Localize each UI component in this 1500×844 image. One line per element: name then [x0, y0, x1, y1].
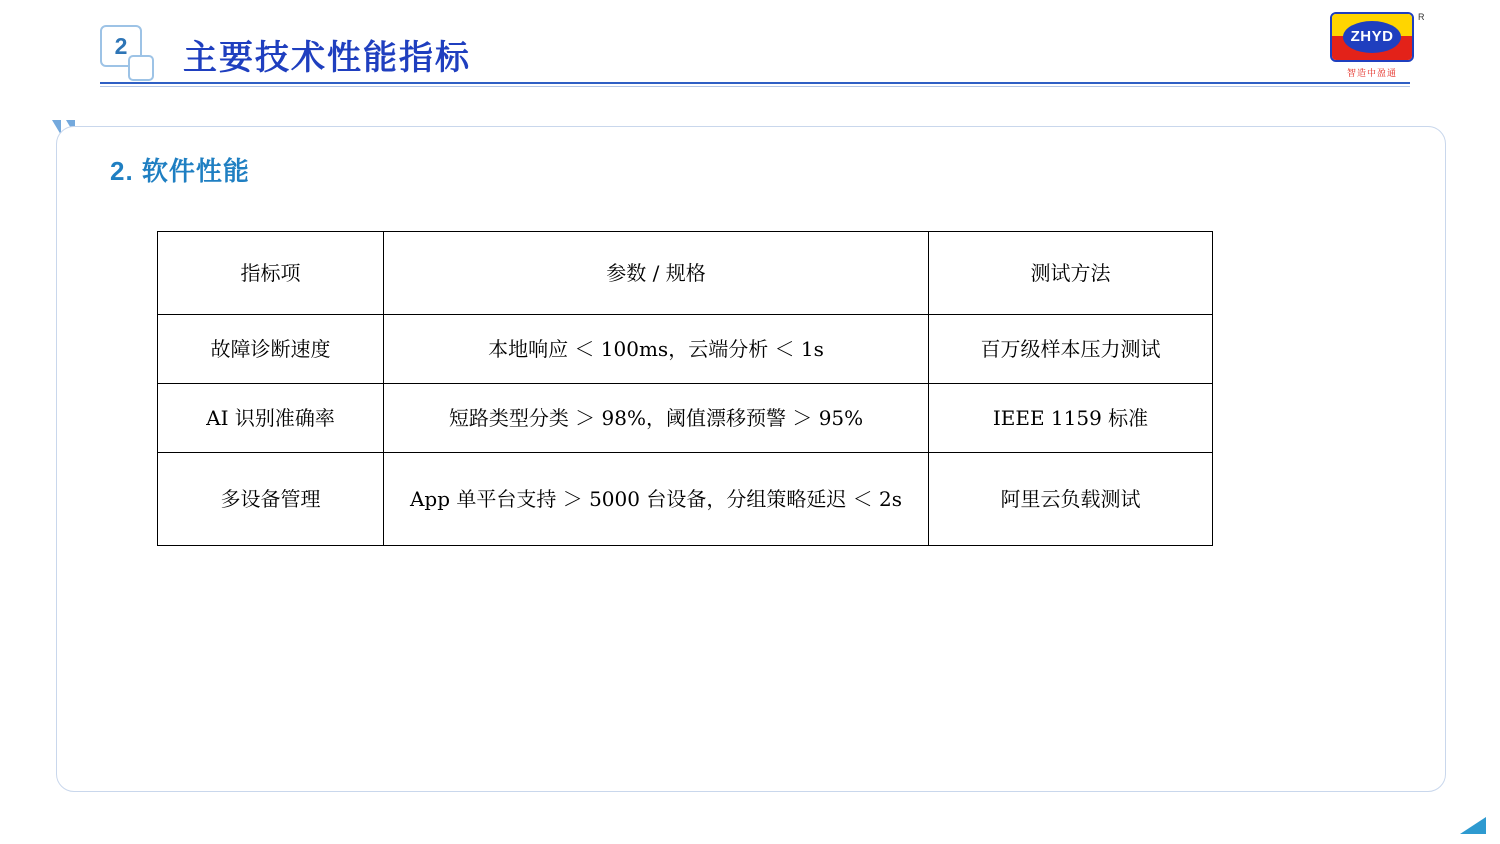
cell-param: App 单平台支持 ＞ 5000 台设备，分组策略延迟 ＜ 2s	[384, 453, 929, 546]
column-header-param: 参数 / 规格	[384, 232, 929, 315]
company-logo	[1330, 12, 1425, 82]
cell-item: 多设备管理	[158, 453, 384, 546]
logo-tagline: 智造中盈通	[1346, 68, 1397, 78]
cell-param: 短路类型分类 ＞ 98%，阈值漂移预警 ＞ 95%	[384, 384, 929, 453]
logo-brand-text: ZHYD	[1350, 28, 1394, 45]
cell-method: 阿里云负载测试	[929, 453, 1213, 546]
column-header-item: 指标项	[158, 232, 384, 315]
bottom-corner-accent-icon	[1460, 817, 1486, 834]
section-title: 2. 软件性能	[110, 156, 250, 186]
cell-param: 本地响应 ＜ 100ms，云端分析 ＜ 1s	[384, 315, 929, 384]
slide-header	[0, 0, 1500, 100]
cell-method: IEEE 1159 标准	[929, 384, 1213, 453]
table-row	[158, 384, 1213, 453]
header-badge-secondary-shape	[128, 55, 154, 81]
header-divider	[100, 82, 1410, 84]
specifications-table	[157, 231, 1213, 546]
header-divider-light	[100, 86, 1410, 87]
column-header-method: 测试方法	[929, 232, 1213, 315]
table-row	[158, 453, 1213, 546]
page-title: 主要技术性能指标	[183, 39, 471, 77]
cell-item: AI 识别准确率	[158, 384, 384, 453]
logo-frame	[1330, 12, 1414, 62]
table-header-row	[158, 232, 1213, 315]
header-badge-number: 2	[114, 33, 128, 59]
registered-trademark-icon: R	[1418, 12, 1425, 22]
table-row	[158, 315, 1213, 384]
cell-method: 百万级样本压力测试	[929, 315, 1213, 384]
cell-item: 故障诊断速度	[158, 315, 384, 384]
